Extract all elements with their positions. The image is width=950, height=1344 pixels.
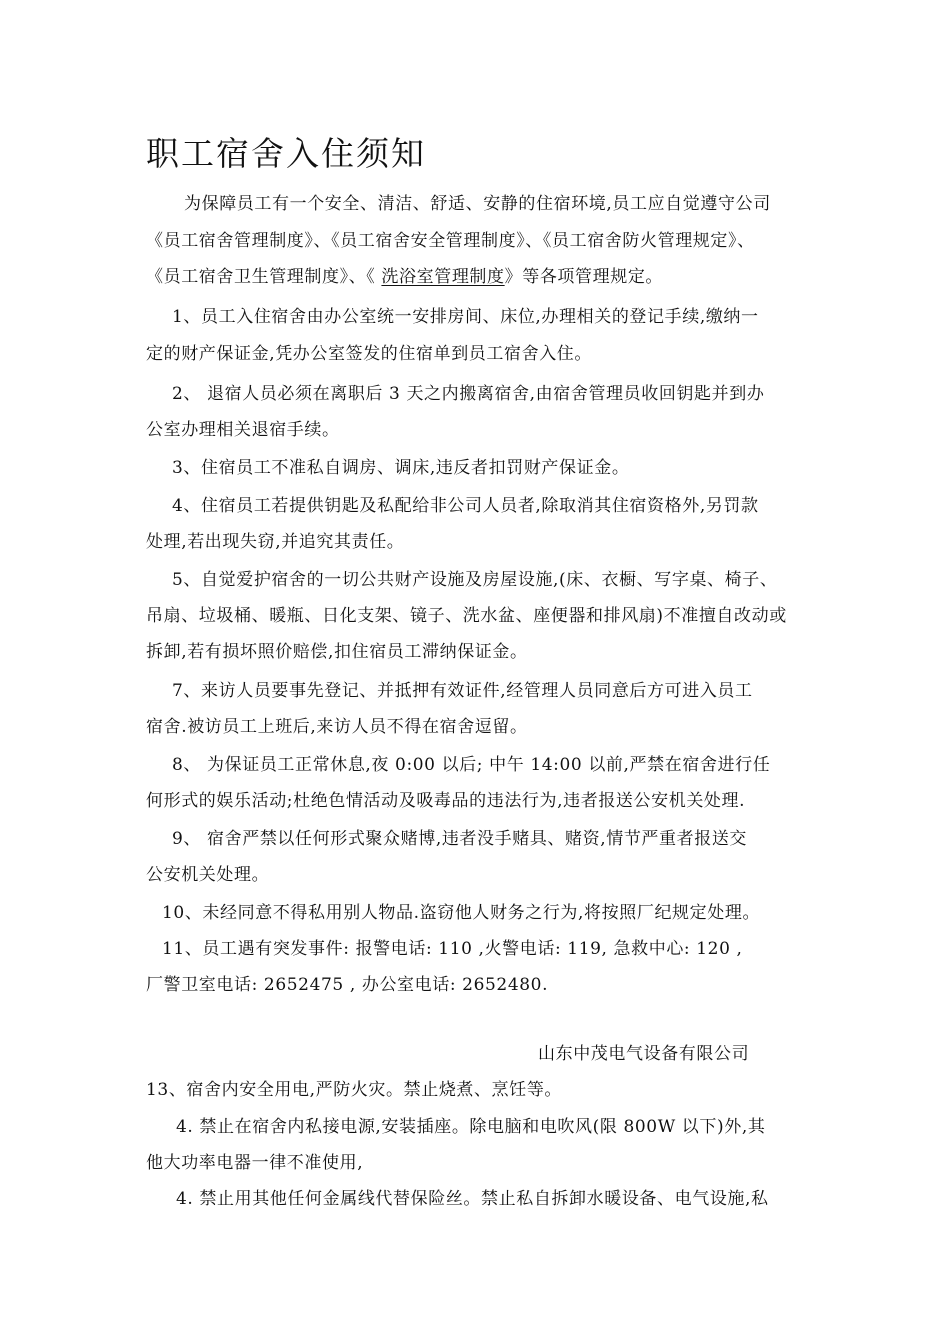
rule-2-line-1: 2、 退宿人员必须在离职后 3 天之内搬离宿舍,由宿舍管理员收回钥匙并到办 (172, 384, 765, 404)
safety-13-line-1: 13、宿舍内安全用电,严防火灾。禁止烧煮、烹饪等。 (146, 1080, 563, 1100)
rule-3-line-1: 3、住宿员工不准私自调房、调床,违反者扣罚财产保证金。 (172, 458, 630, 478)
rule-11-line-1: 11、员工遇有突发事件: 报警电话: 110 ,火警电话: 119, 急救中心: 120 , (162, 939, 743, 959)
rule-7-line-1: 7、来访人员要事先登记、并抵押有效证件,经管理人员同意后方可进入员工 (172, 681, 753, 701)
rule-7-line-2: 宿舍.被访员工上班后,来访人员不得在宿舍逗留。 (146, 717, 528, 737)
rule-2-line-2: 公室办理相关退宿手续。 (146, 420, 340, 440)
rule-4-line-2: 处理,若出现失窃,并追究其责任。 (146, 532, 405, 552)
page-title: 职工宿舍入住须知 (146, 134, 426, 173)
intro-line-3-after: 》等各项管理规定。 (504, 267, 664, 287)
intro-line-2: 《员工宿舍管理制度》、《员工宿舍安全管理制度》、《员工宿舍防火管理规定》、 (146, 231, 755, 251)
safety-4a-line-1: 4. 禁止在宿舍内私接电源,安装插座。除电脑和电吹风(限 800W 以下)外,其 (176, 1117, 766, 1137)
rule-5-line-1: 5、自觉爱护宿舍的一切公共财产设施及房屋设施,(床、衣橱、写字桌、椅子、 (172, 570, 778, 590)
intro-line-3-before: 《员工宿舍卫生管理制度》、《 (146, 267, 376, 287)
rule-9-line-1: 9、 宿舍严禁以任何形式聚众赌博,违者没手赌具、赌资,情节严重者报送交 (172, 829, 748, 849)
intro-line-3 (146, 266, 663, 288)
rule-11-line-2: 厂警卫室电话: 2652475 , 办公室电话: 2652480. (146, 975, 549, 995)
rule-4-line-1: 4、住宿员工若提供钥匙及私配给非公司人员者,除取消其住宿资格外,另罚款 (172, 496, 759, 516)
rule-5-line-2: 吊扇、垃圾桶、暖瓶、日化支架、镜子、洗水盆、座便器和排风扇)不准擅自改动或 (146, 606, 787, 626)
rule-8-line-1: 8、 为保证员工正常休息,夜 0:00 以后; 中午 14:00 以前,严禁在宿舍进行任 (172, 755, 771, 775)
rule-1-line-1: 1、员工入住宿舍由办公室统一安排房间、床位,办理相关的登记手续,缴纳一 (172, 307, 759, 327)
company-name: 山东中茂电气设备有限公司 (538, 1044, 750, 1064)
rule-8-line-2: 何形式的娱乐活动;杜绝色情活动及吸毒品的违法行为,违者报送公安机关处理. (146, 791, 746, 811)
rule-10-line-1: 10、未经同意不得私用别人物品.盗窃他人财务之行为,将按照厂纪规定处理。 (162, 903, 761, 923)
rule-1-line-2: 定的财产保证金,凭办公室签发的住宿单到员工宿舍入住。 (146, 344, 593, 364)
bath-rules-link: 洗浴室管理制度 (381, 267, 505, 287)
intro-line-1: 为保障员工有一个安全、清洁、舒适、安静的住宿环境,员工应自觉遵守公司 (184, 194, 771, 214)
safety-4a-line-2: 他大功率电器一律不准使用, (146, 1153, 364, 1173)
rule-5-line-3: 拆卸,若有损坏照价赔偿,扣住宿员工滞纳保证金。 (146, 642, 528, 662)
safety-4b-line-1: 4. 禁止用其他任何金属线代替保险丝。禁止私自拆卸水暖设备、电气设施,私 (176, 1189, 769, 1209)
rule-9-line-2: 公安机关处理。 (146, 865, 270, 885)
